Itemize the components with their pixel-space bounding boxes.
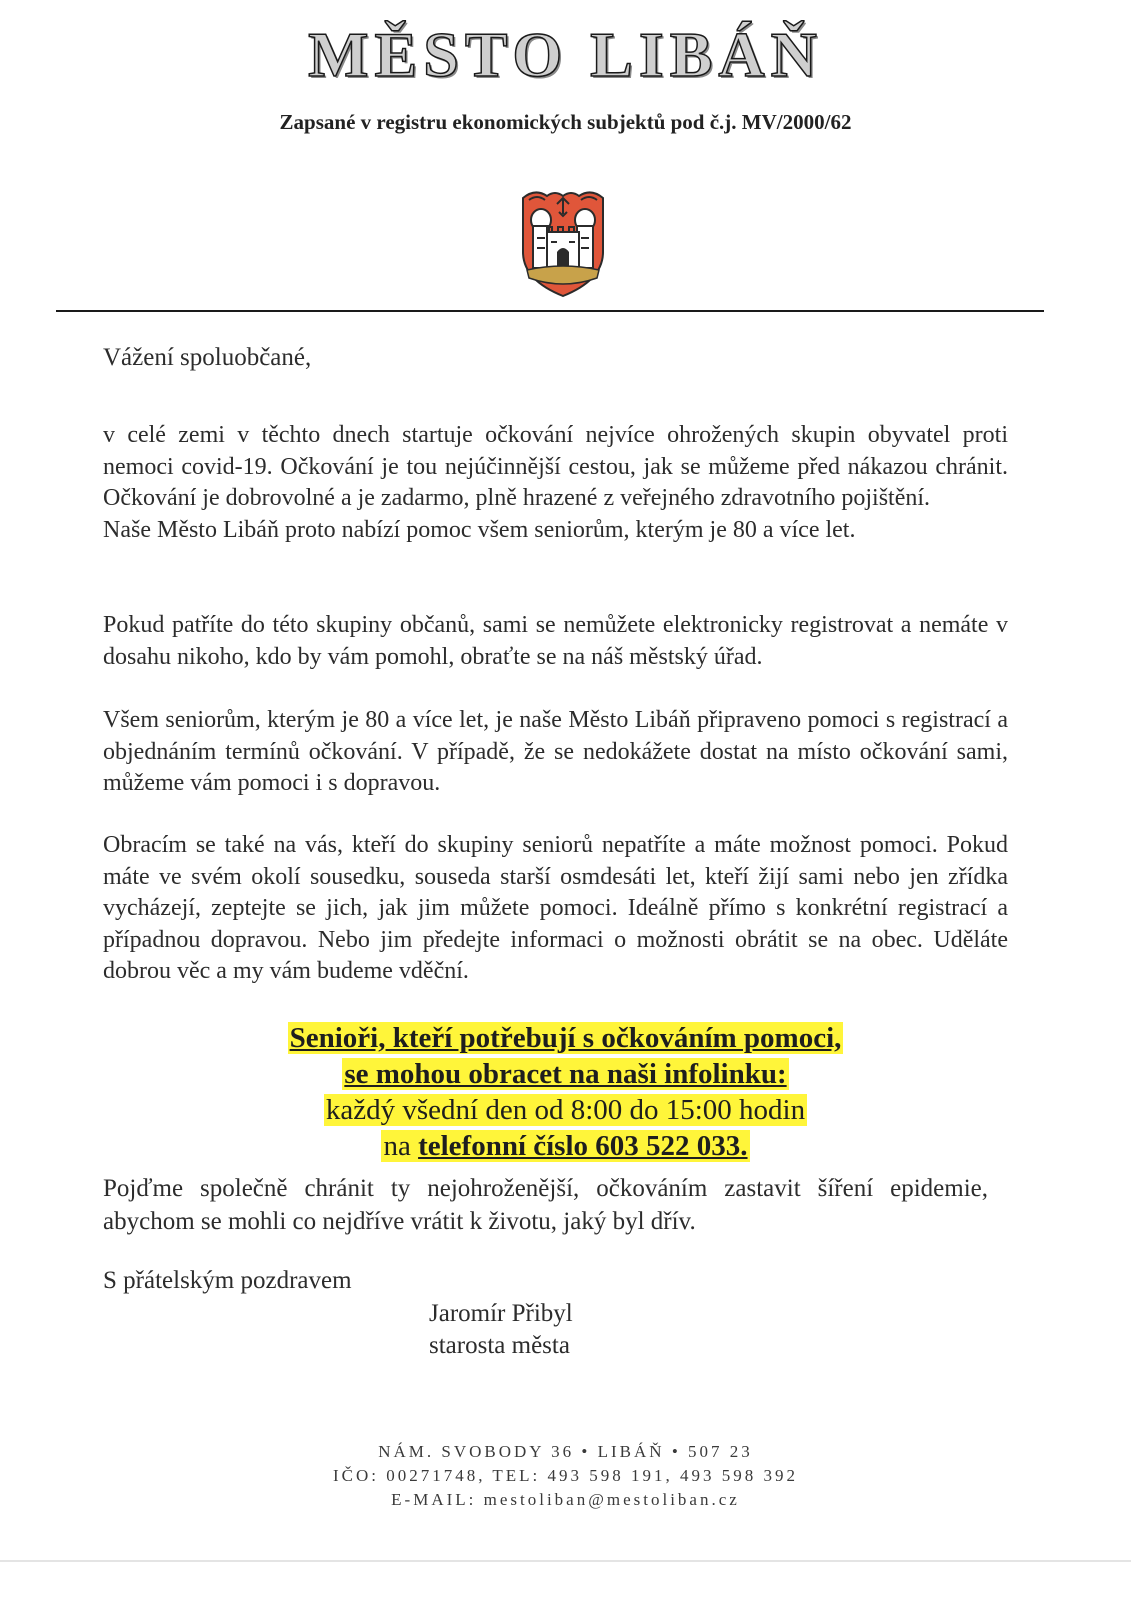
infoline-line-2: se mohou obracet na naši infolinku: — [344, 1058, 787, 1090]
greeting: S přátelským pozdravem — [103, 1267, 352, 1294]
infoline-prefix: na — [383, 1130, 411, 1162]
footer-address: NÁM. SVOBODY 36 • LIBÁŇ • 507 23 — [378, 1442, 753, 1461]
paragraph-4: Obracím se také na vás, kteří do skupiny seniorů nepatříte a máte možnost pomoci. Pokud máte ve svém okolí sousedku, souseda starší osmdesáti let, kteří žijí sami nebo jen zřídka vycházejí, zeptejte se jich, jak jim můžete pomoci. Ideálně přímo s konkrétní registrací a případnou dopravou. Nebo jim předejte informaci o možnosti obrátit se na obec. Uděláte dobrou věc a my vám budeme vděční. — [103, 832, 1008, 984]
header-divider — [56, 310, 1044, 312]
signature-role: starosta města — [429, 1332, 570, 1359]
salutation: Vážení spoluobčané, — [103, 344, 312, 371]
infoline-hours: každý všední den od 8:00 do 15:00 hodin — [325, 1094, 806, 1126]
paragraph-2: Pokud patříte do této skupiny občanů, sami se nemůžete elektronicky registrovat a nemáte v dosahu nikoho, kdo by vám pomohl, obraťte se na náš městský úřad. — [103, 612, 1008, 670]
closing-paragraph: Pojďme společně chránit ty nejohroženější, očkováním zastavit šíření epidemie, abychom se mohli co nejdříve vrátit k životu, jaký byl dřív. — [103, 1175, 988, 1235]
footer-ids: IČO: 00271748, TEL: 493 598 191, 493 598 392 — [332, 1466, 799, 1485]
infoline-phone: telefonní číslo 603 522 033. — [418, 1130, 748, 1162]
town-crest-castle-icon — [513, 186, 613, 298]
footer-email: E-MAIL: mestoliban@mestoliban.cz — [391, 1490, 740, 1509]
paragraph-1-body: v celé zemi v těchto dnech startuje očkování nejvíce ohrožených skupin obyvatel proti nemoci covid-19. Očkování je tou nejúčinnější cestou, jak se můžeme před nákazou chránit. Očkování je dobrovolné a je zadarmo, plně hrazené z veřejného zdravotního pojištění. — [103, 422, 1008, 511]
infoline-highlight — [0, 1020, 1131, 1164]
registration-line: Zapsané v registru ekonomických subjektů pod č.j. MV/2000/62 — [279, 110, 852, 134]
paragraph-1-offer: Naše Město Libáň proto nabízí pomoc všem seniorům, kterým je 80 a více let. — [103, 516, 856, 543]
signature-name: Jaromír Přibyl — [429, 1300, 573, 1327]
town-title: MĚSTO LIBÁŇ — [308, 19, 823, 90]
footer-contact — [0, 1440, 1131, 1512]
page-bottom-edge — [0, 1560, 1131, 1562]
paragraph-3: Všem seniorům, kterým je 80 a více let, je naše Město Libáň připraveno pomoci s registrací a objednáním termínů očkování. V případě, že se nedokážete dostat na místo očkování sami, můžeme vám pomoci i s dopravou. — [103, 707, 1008, 796]
infoline-line-1: Senioři, kteří potřebují s očkováním pomoci, — [289, 1022, 842, 1054]
paragraph-1 — [103, 420, 1008, 546]
